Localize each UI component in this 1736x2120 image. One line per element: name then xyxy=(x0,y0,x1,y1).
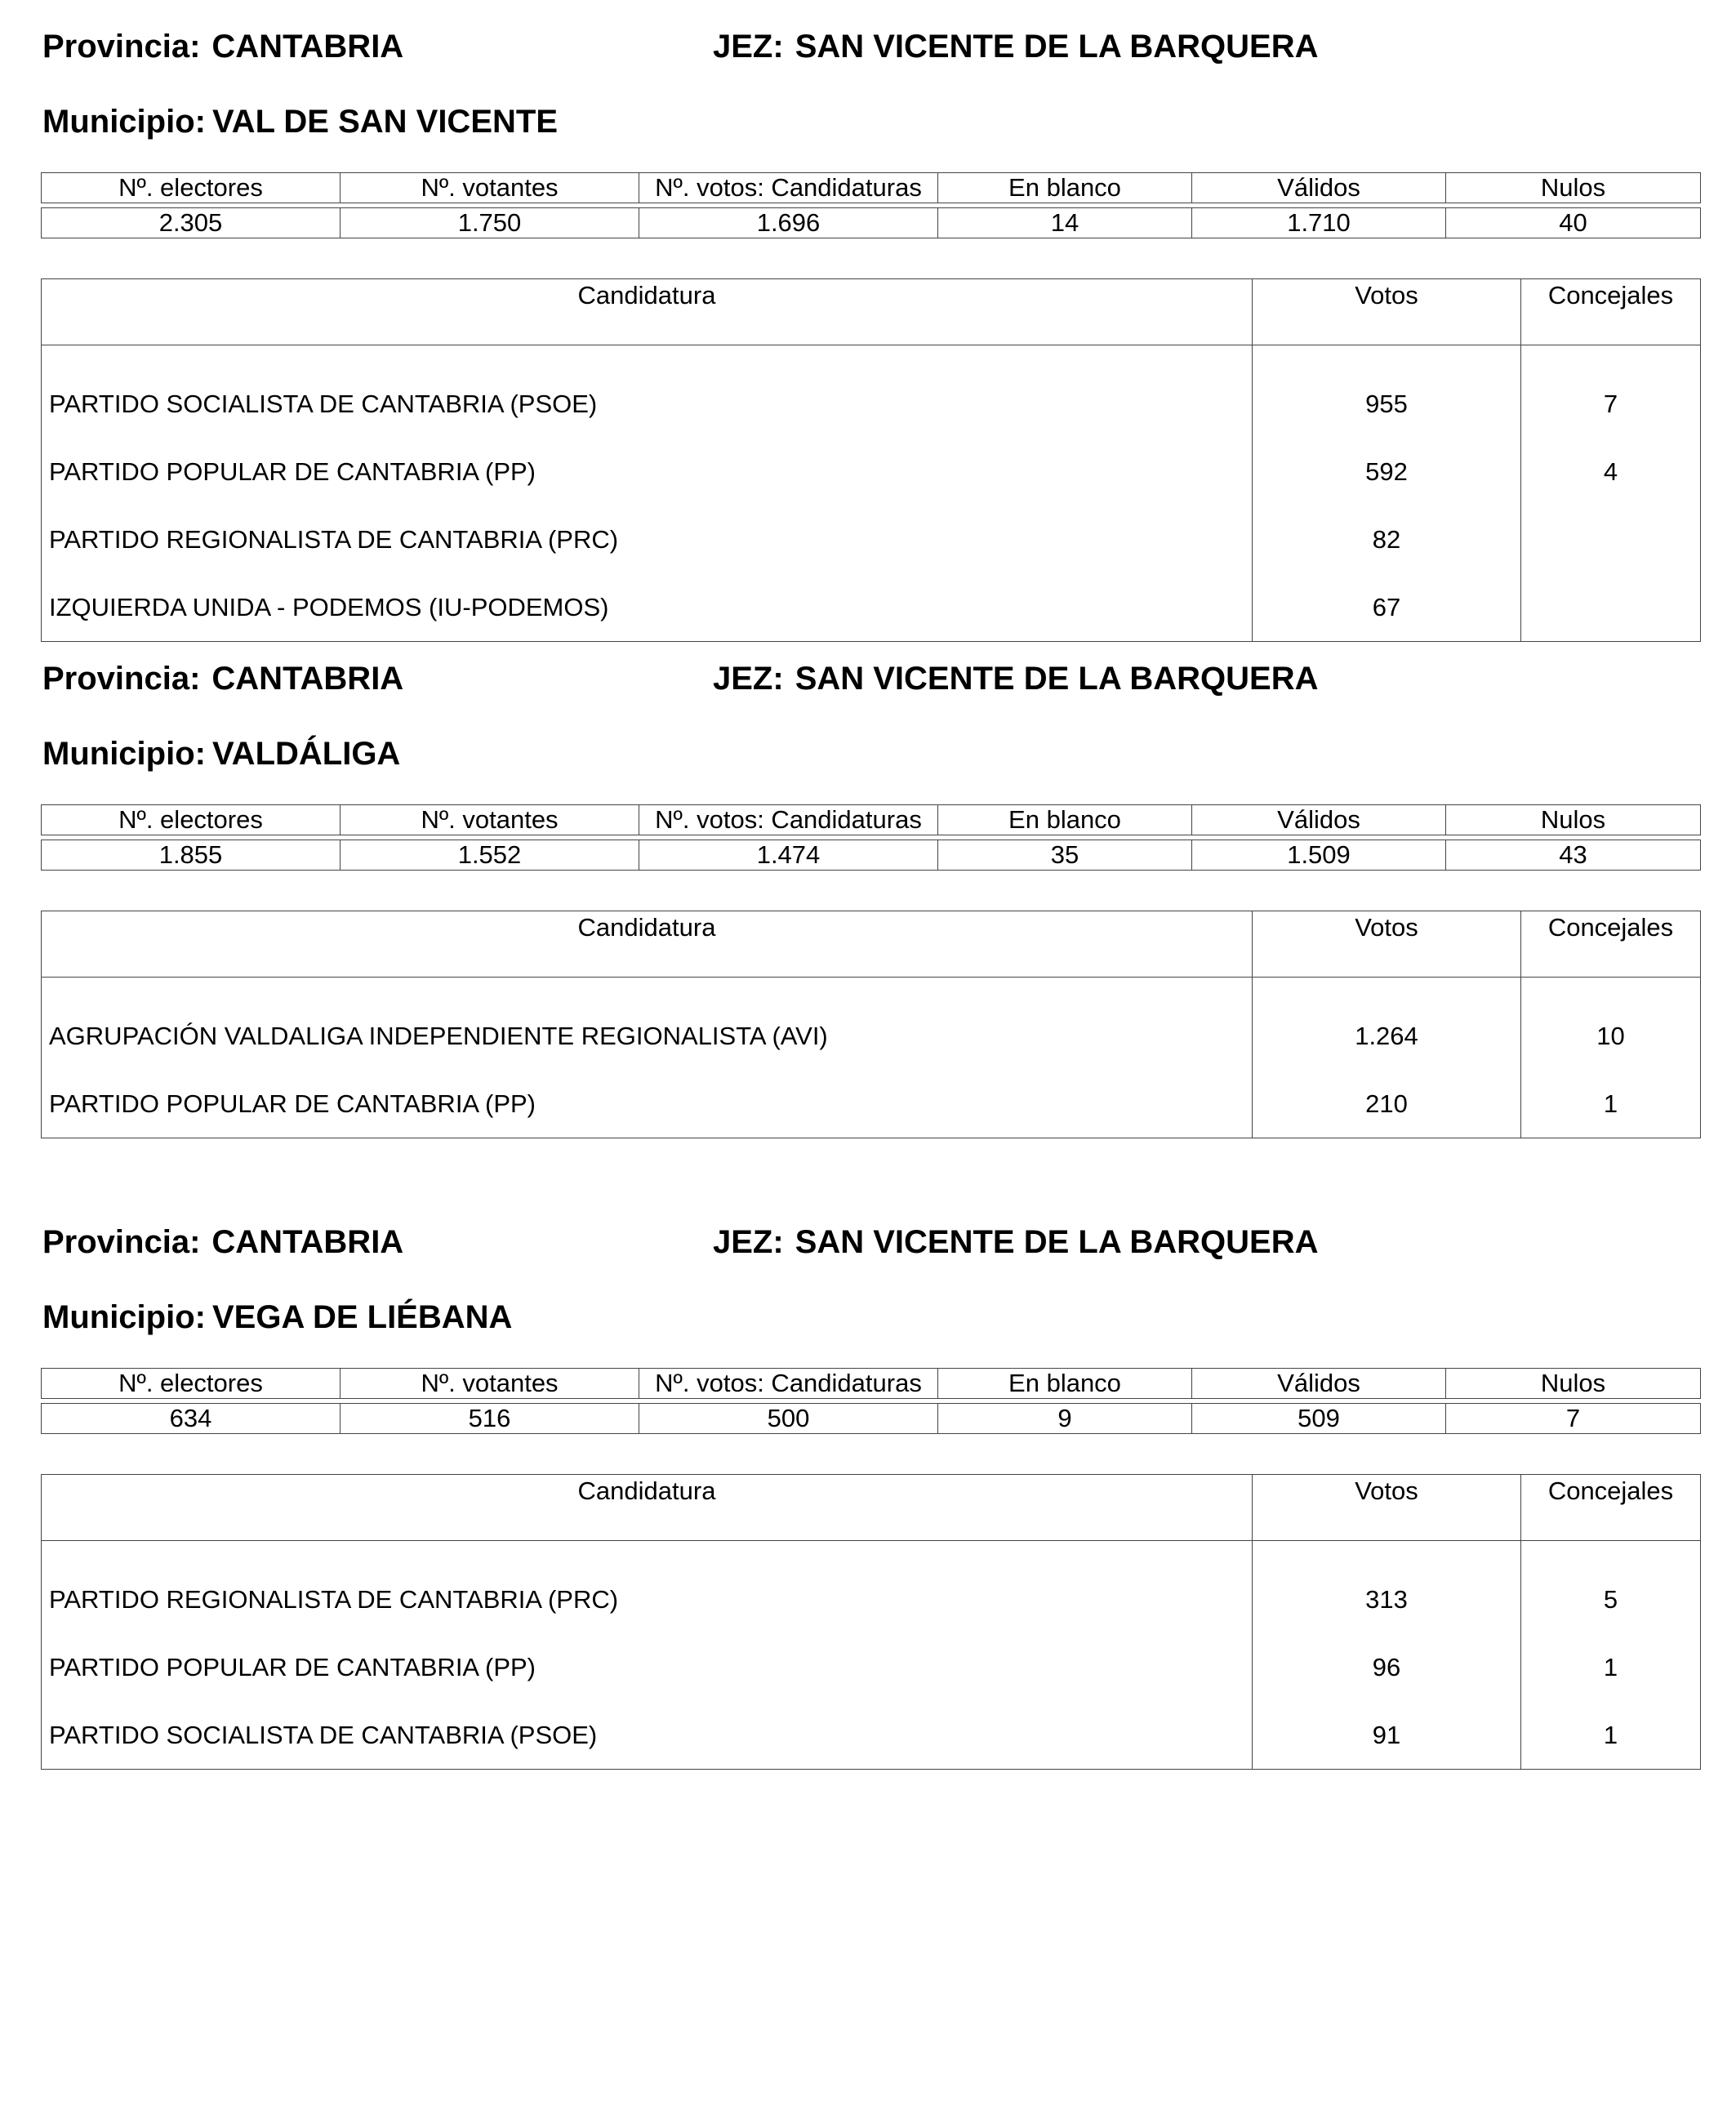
summary-table xyxy=(41,1368,1701,1434)
jez-line xyxy=(713,1223,1318,1261)
header-concejales: Concejales xyxy=(1521,1475,1701,1541)
candidate-seats xyxy=(1521,573,1701,642)
candidate-seats: 10 xyxy=(1521,978,1701,1071)
value-electores: 1.855 xyxy=(42,840,341,871)
candidate-votes: 67 xyxy=(1253,573,1521,642)
municipio-value: VAL DE SAN VICENTE xyxy=(211,104,558,140)
provincia-line xyxy=(42,1223,403,1261)
municipio-label: Municipio: xyxy=(42,104,206,140)
candidate-seats: 1 xyxy=(1521,1633,1701,1701)
candidate-row xyxy=(42,978,1701,1071)
header-electores: Nº. electores xyxy=(42,1369,341,1399)
candidate-votes: 82 xyxy=(1253,506,1521,573)
candidate-row xyxy=(42,1633,1701,1701)
jez-line xyxy=(713,28,1318,65)
summary-table xyxy=(41,172,1701,238)
candidate-row xyxy=(42,1701,1701,1770)
candidate-row xyxy=(42,573,1701,642)
municipio-value: VALDÁLIGA xyxy=(211,736,401,772)
candidates-table xyxy=(41,278,1701,642)
candidate-row xyxy=(42,345,1701,439)
jez-line xyxy=(713,660,1318,697)
value-votantes: 516 xyxy=(341,1404,639,1434)
value-nulos: 40 xyxy=(1446,208,1701,238)
candidate-votes: 592 xyxy=(1253,438,1521,506)
candidate-row xyxy=(42,506,1701,573)
value-validos: 509 xyxy=(1192,1404,1446,1434)
summary-header-row xyxy=(42,805,1701,835)
value-votantes: 1.750 xyxy=(341,208,639,238)
value-validos: 1.710 xyxy=(1192,208,1446,238)
provincia-label: Provincia: xyxy=(42,29,201,65)
candidate-votes: 91 xyxy=(1253,1701,1521,1770)
value-electores: 2.305 xyxy=(42,208,341,238)
candidate-seats: 1 xyxy=(1521,1701,1701,1770)
summary-values-row xyxy=(42,208,1701,238)
provincia-value: CANTABRIA xyxy=(211,661,404,697)
header-votantes: Nº. votantes xyxy=(341,173,639,203)
header-validos: Válidos xyxy=(1192,173,1446,203)
jez-label: JEZ: xyxy=(713,1224,784,1260)
jez-value: SAN VICENTE DE LA BARQUERA xyxy=(795,29,1319,65)
header-votos: Votos xyxy=(1253,1475,1521,1541)
candidate-votes: 955 xyxy=(1253,345,1521,439)
header-candidatura: Candidatura xyxy=(42,1475,1253,1541)
municipio-line xyxy=(42,735,400,773)
candidate-name: PARTIDO SOCIALISTA DE CANTABRIA (PSOE) xyxy=(49,389,598,418)
candidate-name: PARTIDO SOCIALISTA DE CANTABRIA (PSOE) xyxy=(49,1720,598,1749)
provincia-line xyxy=(42,660,403,697)
value-en-blanco: 9 xyxy=(938,1404,1192,1434)
header-votos: Votos xyxy=(1253,279,1521,345)
header-validos: Válidos xyxy=(1192,1369,1446,1399)
candidate-seats: 7 xyxy=(1521,345,1701,439)
header-nulos: Nulos xyxy=(1446,173,1701,203)
header-electores: Nº. electores xyxy=(42,173,341,203)
value-nulos: 43 xyxy=(1446,840,1701,871)
municipio-line xyxy=(42,103,558,140)
candidate-name: PARTIDO REGIONALISTA DE CANTABRIA (PRC) xyxy=(49,524,619,554)
candidate-row xyxy=(42,1070,1701,1138)
summary-values-row xyxy=(42,1404,1701,1434)
value-en-blanco: 35 xyxy=(938,840,1192,871)
value-votos-candidaturas: 1.696 xyxy=(639,208,938,238)
candidates-header-row xyxy=(42,911,1701,978)
header-validos: Válidos xyxy=(1192,805,1446,835)
candidate-name: PARTIDO POPULAR DE CANTABRIA (PP) xyxy=(49,457,536,486)
header-votos-candidaturas: Nº. votos: Candidaturas xyxy=(639,173,938,203)
header-concejales: Concejales xyxy=(1521,279,1701,345)
header-candidatura: Candidatura xyxy=(42,911,1253,978)
jez-value: SAN VICENTE DE LA BARQUERA xyxy=(795,1224,1319,1260)
provincia-label: Provincia: xyxy=(42,1224,201,1260)
municipio-label: Municipio: xyxy=(42,736,206,772)
candidate-seats: 1 xyxy=(1521,1070,1701,1138)
candidates-table xyxy=(41,1474,1701,1770)
value-nulos: 7 xyxy=(1446,1404,1701,1434)
provincia-line xyxy=(42,28,403,65)
value-validos: 1.509 xyxy=(1192,840,1446,871)
header-votos: Votos xyxy=(1253,911,1521,978)
candidate-name: IZQUIERDA UNIDA - PODEMOS (IU-PODEMOS) xyxy=(49,592,609,621)
candidate-row xyxy=(42,1541,1701,1634)
municipio-line xyxy=(42,1298,512,1336)
header-nulos: Nulos xyxy=(1446,805,1701,835)
candidate-votes: 96 xyxy=(1253,1633,1521,1701)
jez-value: SAN VICENTE DE LA BARQUERA xyxy=(795,661,1319,697)
header-concejales: Concejales xyxy=(1521,911,1701,978)
candidate-seats: 5 xyxy=(1521,1541,1701,1634)
municipio-value: VEGA DE LIÉBANA xyxy=(211,1299,513,1335)
header-electores: Nº. electores xyxy=(42,805,341,835)
header-en-blanco: En blanco xyxy=(938,805,1192,835)
candidates-header-row xyxy=(42,1475,1701,1541)
candidate-votes: 1.264 xyxy=(1253,978,1521,1071)
candidates-table xyxy=(41,911,1701,1138)
jez-label: JEZ: xyxy=(713,29,784,65)
summary-values-row xyxy=(42,840,1701,871)
provincia-value: CANTABRIA xyxy=(211,1224,404,1260)
candidate-votes: 210 xyxy=(1253,1070,1521,1138)
header-en-blanco: En blanco xyxy=(938,1369,1192,1399)
header-nulos: Nulos xyxy=(1446,1369,1701,1399)
value-votos-candidaturas: 500 xyxy=(639,1404,938,1434)
provincia-value: CANTABRIA xyxy=(211,29,404,65)
value-en-blanco: 14 xyxy=(938,208,1192,238)
value-electores: 634 xyxy=(42,1404,341,1434)
value-votos-candidaturas: 1.474 xyxy=(639,840,938,871)
summary-header-row xyxy=(42,173,1701,203)
header-votantes: Nº. votantes xyxy=(341,805,639,835)
municipio-label: Municipio: xyxy=(42,1299,206,1335)
candidates-header-row xyxy=(42,279,1701,345)
provincia-label: Provincia: xyxy=(42,661,201,697)
summary-table xyxy=(41,804,1701,871)
summary-header-row xyxy=(42,1369,1701,1399)
header-candidatura: Candidatura xyxy=(42,279,1253,345)
candidate-votes: 313 xyxy=(1253,1541,1521,1634)
candidate-name: PARTIDO POPULAR DE CANTABRIA (PP) xyxy=(49,1089,536,1118)
header-votos-candidaturas: Nº. votos: Candidaturas xyxy=(639,1369,938,1399)
candidate-name: PARTIDO POPULAR DE CANTABRIA (PP) xyxy=(49,1652,536,1681)
candidate-name: PARTIDO REGIONALISTA DE CANTABRIA (PRC) xyxy=(49,1584,619,1614)
candidate-name: AGRUPACIÓN VALDALIGA INDEPENDIENTE REGIONALISTA (AVI) xyxy=(49,1021,828,1050)
header-votos-candidaturas: Nº. votos: Candidaturas xyxy=(639,805,938,835)
header-en-blanco: En blanco xyxy=(938,173,1192,203)
candidate-seats xyxy=(1521,506,1701,573)
jez-label: JEZ: xyxy=(713,661,784,697)
value-votantes: 1.552 xyxy=(341,840,639,871)
candidate-seats: 4 xyxy=(1521,438,1701,506)
candidate-row xyxy=(42,438,1701,506)
header-votantes: Nº. votantes xyxy=(341,1369,639,1399)
